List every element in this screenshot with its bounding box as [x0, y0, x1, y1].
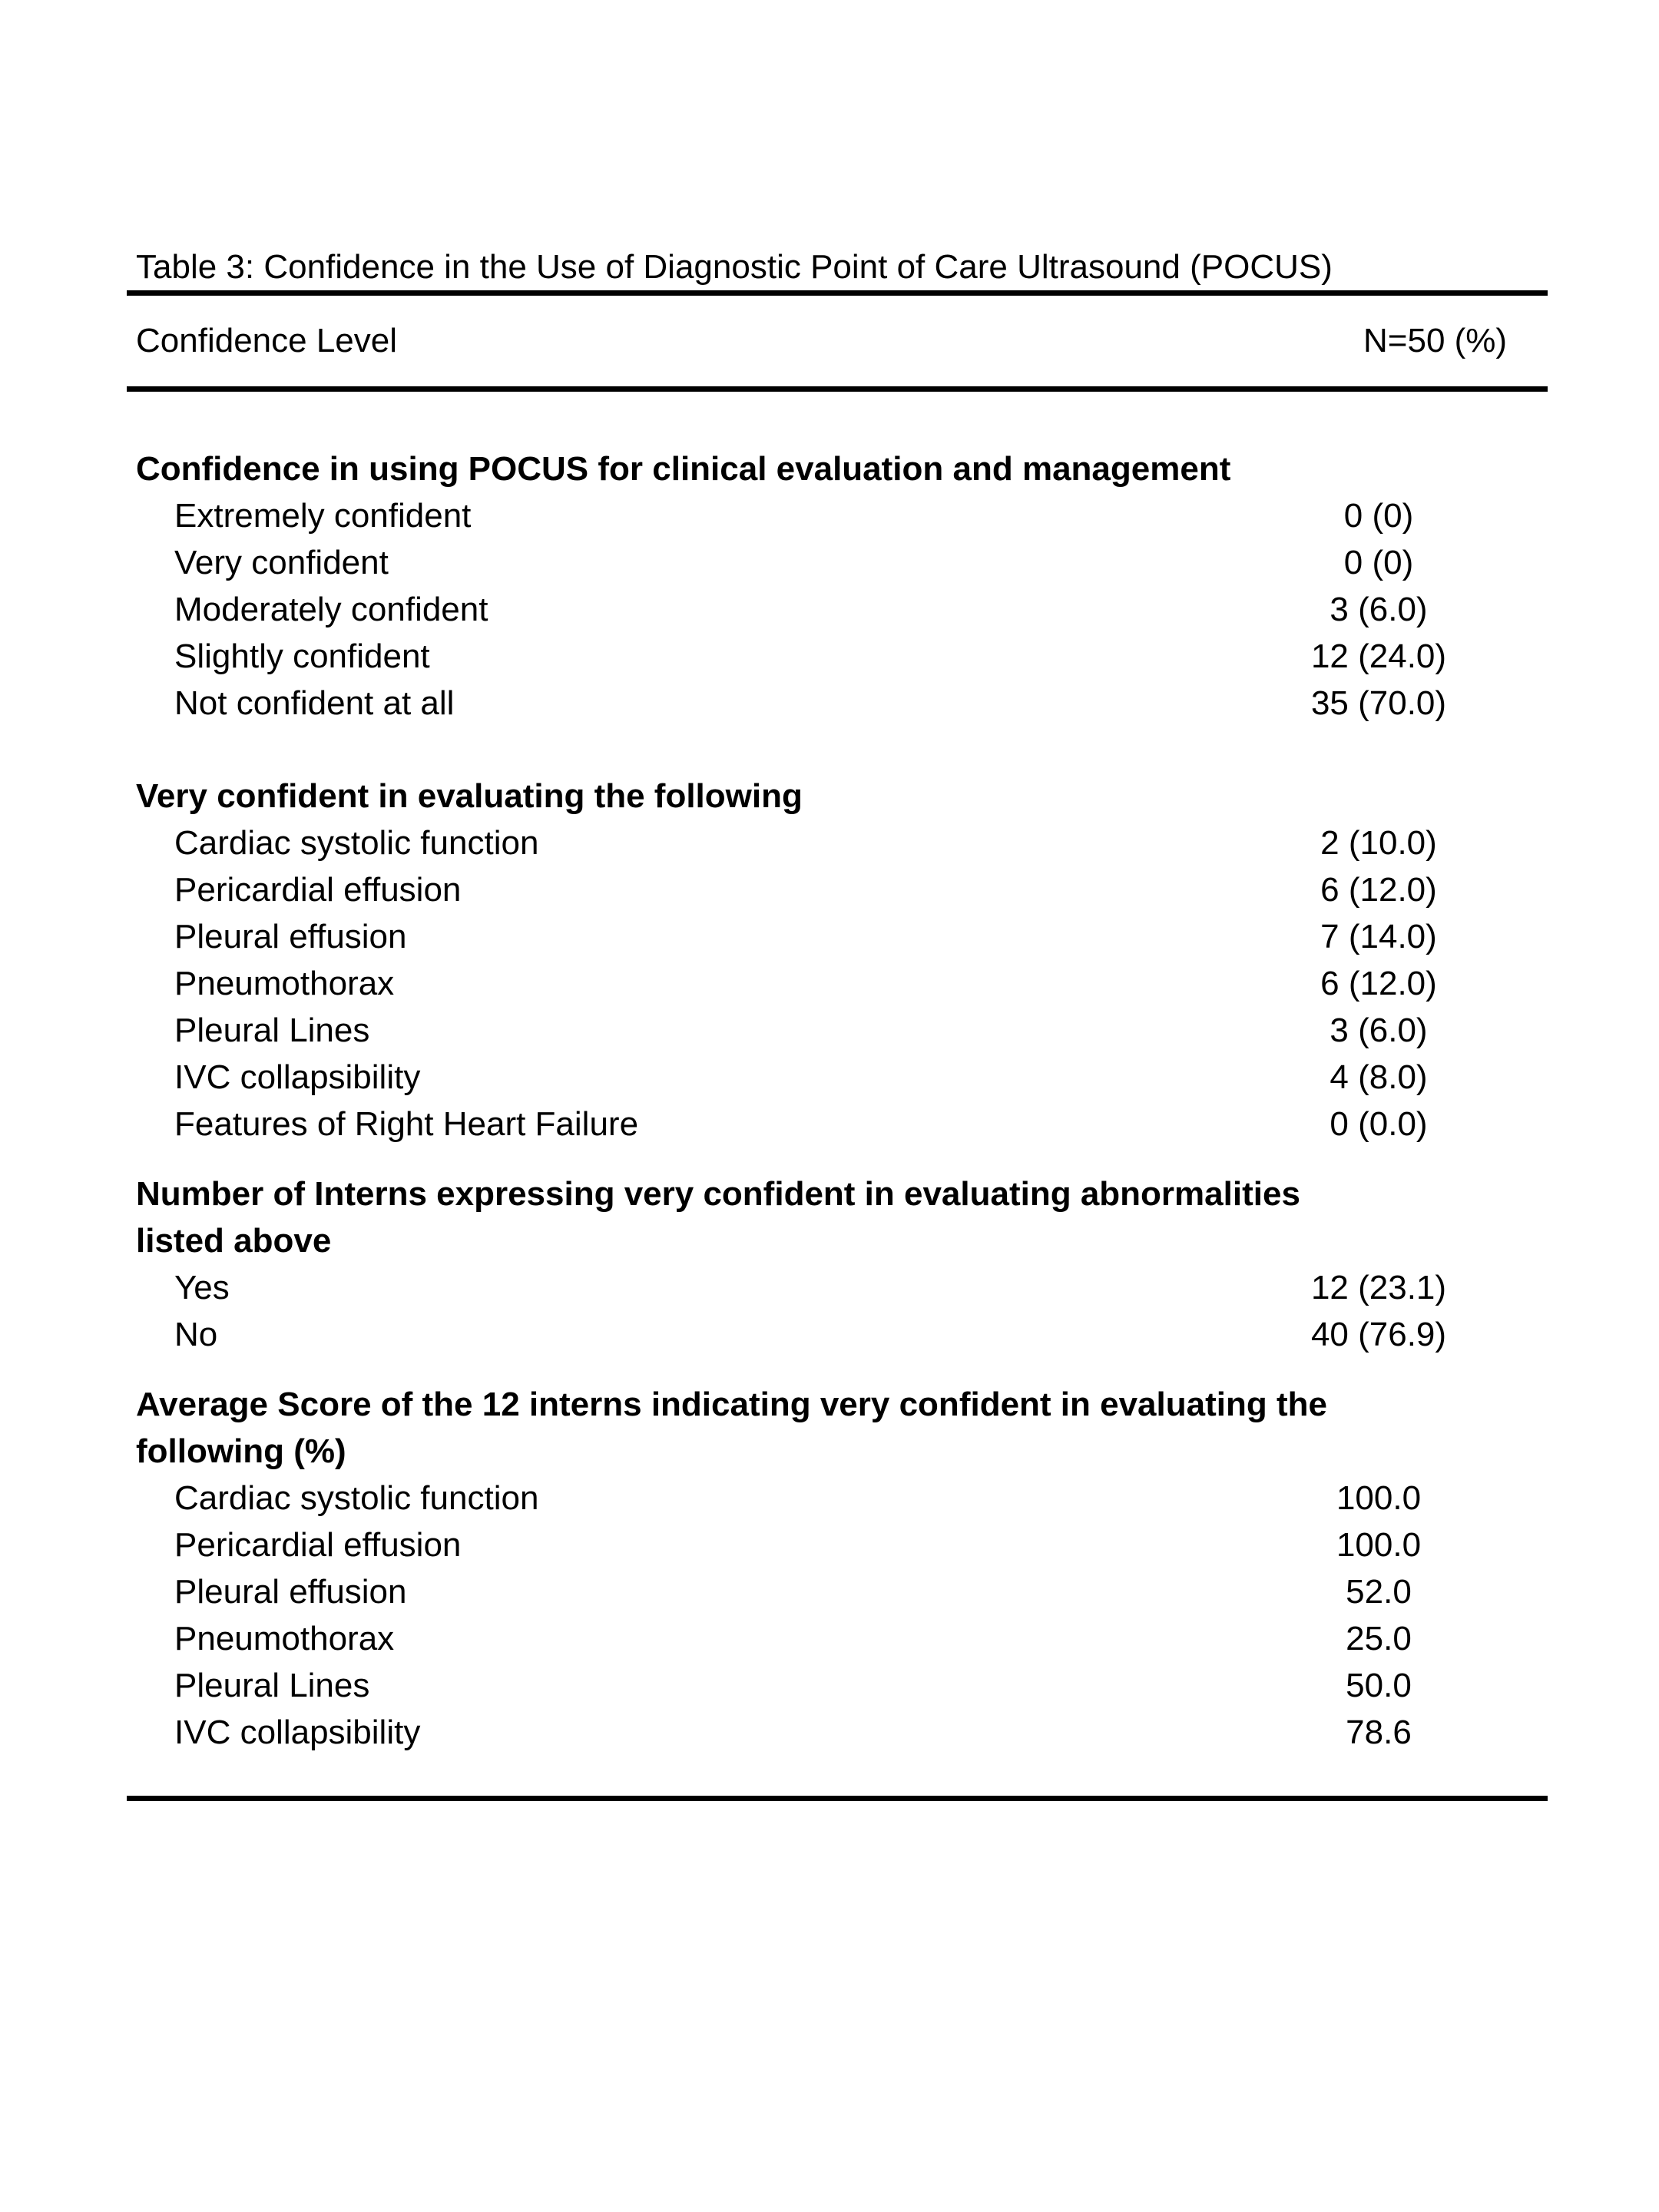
- row-label: Yes: [174, 1268, 230, 1306]
- row-label: Features of Right Heart Failure: [174, 1104, 639, 1143]
- row-value: 50.0: [1346, 1666, 1412, 1704]
- row-value: 0 (0): [1343, 543, 1414, 581]
- header-value: N=50 (%): [1363, 322, 1508, 359]
- confidence-table: [127, 244, 1548, 1801]
- section-spacer: [127, 727, 1548, 773]
- row-value: 4 (8.0): [1330, 1058, 1428, 1096]
- table-row: [127, 820, 1548, 866]
- row-label: Pleural Lines: [174, 1011, 370, 1049]
- table-row: [127, 1007, 1548, 1054]
- table-caption: Table 3: Confidence in the Use of Diagnostic Point of Care Ultrasound (POCUS): [136, 248, 1333, 286]
- header-label: Confidence Level: [136, 322, 398, 359]
- table-row: [127, 1475, 1548, 1522]
- row-label: Extremely confident: [174, 496, 472, 535]
- table-header-row: [127, 296, 1548, 386]
- table-row: [127, 539, 1548, 586]
- row-value: 100.0: [1336, 1479, 1422, 1517]
- header-rule: [127, 386, 1548, 392]
- table-row: [127, 1101, 1548, 1147]
- row-label: Pneumothorax: [174, 964, 395, 1002]
- section-title-very-confident: Very confident in evaluating the following: [136, 777, 803, 815]
- row-value: 100.0: [1336, 1525, 1422, 1564]
- table-row: [127, 1264, 1548, 1311]
- row-label: Very confident: [174, 543, 389, 581]
- row-label: Pleural effusion: [174, 1572, 407, 1611]
- row-label: IVC collapsibility: [174, 1058, 421, 1096]
- row-label: Pericardial effusion: [174, 1525, 462, 1564]
- row-value: 0 (0.0): [1330, 1104, 1428, 1143]
- row-value: 40 (76.9): [1310, 1315, 1447, 1353]
- row-label: Pericardial effusion: [174, 870, 462, 909]
- table-row: [127, 1662, 1548, 1709]
- row-label: Moderately confident: [174, 590, 488, 628]
- row-value: 12 (23.1): [1310, 1268, 1447, 1306]
- section-title-average-score: Average Score of the 12 interns indicating very confident in evaluating the following (%): [136, 1386, 1327, 1470]
- row-value: 3 (6.0): [1330, 590, 1428, 628]
- table-row: [127, 1615, 1548, 1662]
- row-label: Slightly confident: [174, 637, 430, 675]
- row-value: 6 (12.0): [1320, 870, 1437, 909]
- section-spacer: [127, 1358, 1548, 1381]
- section-title-interns-count: Number of Interns expressing very confident in evaluating abnormalities listed above: [136, 1175, 1300, 1260]
- row-value: 0 (0): [1343, 496, 1414, 535]
- row-value: 6 (12.0): [1320, 964, 1437, 1002]
- row-label: Pneumothorax: [174, 1619, 395, 1657]
- row-value: 7 (14.0): [1320, 917, 1437, 955]
- row-value: 12 (24.0): [1310, 637, 1447, 675]
- table-body: [127, 392, 1548, 1756]
- row-label: Cardiac systolic function: [174, 823, 539, 862]
- table-row: [127, 586, 1548, 633]
- table-row: [127, 1709, 1548, 1756]
- table-row: [127, 960, 1548, 1007]
- table-row: [127, 492, 1548, 539]
- table-row: [127, 1311, 1548, 1358]
- table-row: [127, 633, 1548, 680]
- row-label: IVC collapsibility: [174, 1713, 421, 1751]
- row-value: 35 (70.0): [1310, 684, 1447, 722]
- row-label: No: [174, 1315, 218, 1353]
- table-row: [127, 866, 1548, 913]
- row-value: 2 (10.0): [1320, 823, 1437, 862]
- table-row: [127, 1568, 1548, 1615]
- table-row: [127, 680, 1548, 727]
- top-rule: [127, 290, 1548, 296]
- row-label: Not confident at all: [174, 684, 455, 722]
- row-label: Pleural effusion: [174, 917, 407, 955]
- row-value: 25.0: [1346, 1619, 1412, 1657]
- table-row: [127, 1522, 1548, 1568]
- table-row: [127, 1054, 1548, 1101]
- row-label: Pleural Lines: [174, 1666, 370, 1704]
- row-value: 52.0: [1346, 1572, 1412, 1611]
- table-row: [127, 913, 1548, 960]
- row-value: 3 (6.0): [1330, 1011, 1428, 1049]
- bottom-rule: [127, 1796, 1548, 1801]
- section-title-confidence-overall: Confidence in using POCUS for clinical evaluation and management: [136, 450, 1231, 488]
- row-label: Cardiac systolic function: [174, 1479, 539, 1517]
- section-spacer: [127, 1147, 1548, 1171]
- row-value: 78.6: [1346, 1713, 1412, 1751]
